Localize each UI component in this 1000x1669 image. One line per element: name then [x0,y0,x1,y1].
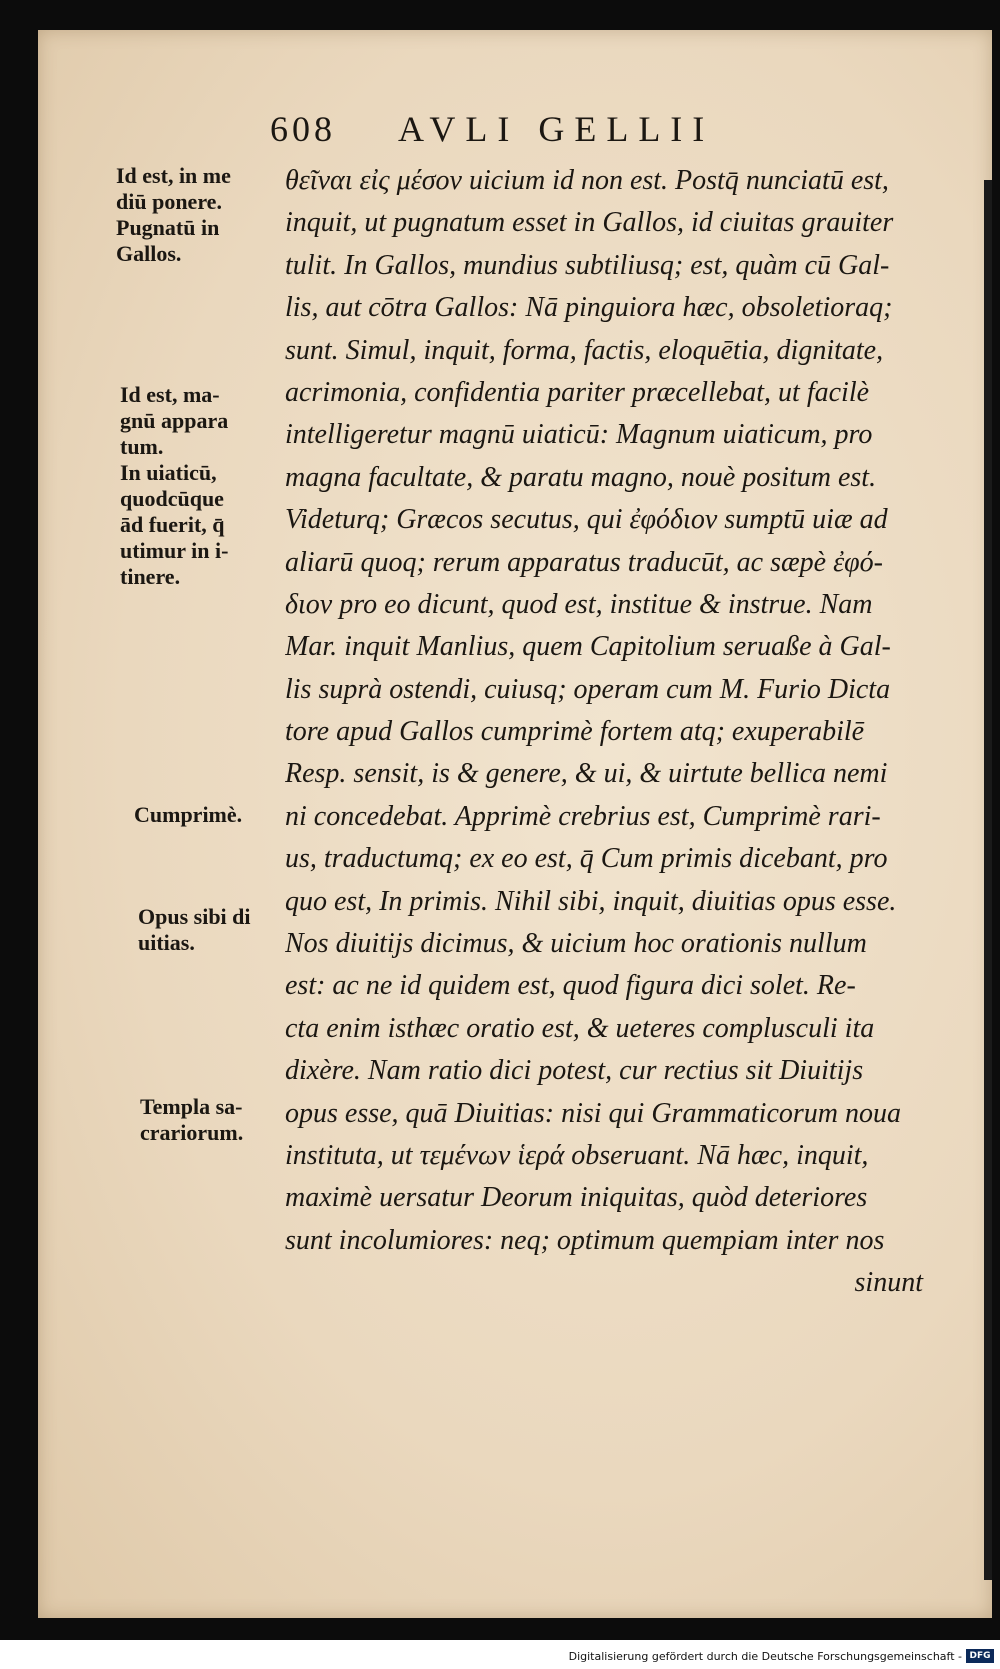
margin-note-line: tinere. [120,564,181,589]
text-line: instituta, ut τεμένων ἱερά obseruant. Nā hæc, inquit, [285,1139,869,1171]
text-line: Nos diuitijs dicimus, & uicium hoc orationis nullum [285,928,867,960]
margin-note-4 [138,904,251,956]
margin-note-line: utimur in i- [120,538,229,563]
text-line: us, traductumq; ex eo est, q̄ Cum primis dicebant, pro [285,843,888,875]
text-line: est: ac ne id quidem est, quod figura dici solet. Re- [285,970,856,1002]
text-line: cta enim isthæc oratio est, & ueteres complusculi ita [285,1012,875,1044]
text-line: maximè uersatur Deorum iniquitas, quòd deteriores [285,1182,868,1214]
text-line: lis, aut cōtra Gallos: Nā pinguiora hæc, obsoletioraq; [285,292,893,324]
footer-bar [0,1640,1000,1669]
catchword: sinunt [854,1267,923,1299]
running-title: AVLI GELLII [398,109,715,149]
margin-note-1 [116,163,231,267]
text-line: sunt incolumiores: neq; optimum quempiam inter nos [285,1224,885,1256]
margin-note-line: crariorum. [140,1120,244,1145]
text-line: Mar. inquit Manlius, quem Capitolium seruaße à Gal- [285,631,891,663]
text-line: aliarū quoq; rerum apparatus traducūt, ac sæpè ἐφό- [285,546,883,578]
text-line: sunt. Simul, inquit, forma, factis, eloquētia, dignitate, [285,334,884,366]
text-line: θεῖναι εἰς μέσον uicium id non est. Postq̄ nunciatū est, [285,165,889,196]
margin-note-line: diū ponere. [116,189,222,214]
margin-note-line: uitias. [138,930,195,955]
margin-note-5 [140,1094,243,1146]
margin-note-line: quodcūque [120,486,224,511]
margin-note-3 [134,802,242,828]
text-line: magna facultate, & paratu magno, nouè positum est. [285,461,877,493]
margin-note-line: ād fuerit, q̄ [120,512,225,537]
margin-note-line: Cumprimè. [134,802,243,827]
margin-note-line: tum. [120,434,164,459]
text-line: tore apud Gallos cumprimè fortem atq; exuperabilē [285,716,865,748]
text-line: Resp. sensit, is & genere, & ui, & uirtute bellica nemi [285,758,888,790]
dfg-logo: DFG [966,1649,994,1663]
text-line: opus esse, quā Diuitias: nisi qui Grammaticorum noua [285,1097,901,1129]
margin-note-line: Id est, ma- [120,382,220,407]
text-line: tulit. In Gallos, mundius subtiliusq; est, quàm cū Gal- [285,249,890,281]
margin-note-line: Gallos. [116,241,182,266]
margin-note-2 [120,382,228,590]
margin-note-line: Id est, in me [116,163,231,188]
margin-note-line: Templa sa- [140,1094,243,1119]
margin-note-line: In uiaticū, [120,460,217,485]
text-line: Videturq; Græcos secutus, qui ἐφόδιον sumptū uiæ ad [285,504,888,536]
text-line: inquit, ut pugnatum esset in Gallos, id ciuitas grauiter [285,207,894,239]
text-line: ni concedebat. Apprimè crebrius est, Cumprimè rari- [285,800,881,832]
page-edge-shadow [984,180,992,1580]
main-text [285,160,935,1305]
text-line: dixère. Nam ratio dici potest, cur rectius sit Diuitijs [285,1055,864,1087]
text-line: quo est, In primis. Nihil sibi, inquit, diuitias opus esse. [285,885,897,917]
text-line: διον pro eo dicunt, quod est, institue & instrue. Nam [285,588,873,620]
text-line: intelligeretur magnū uiaticū: Magnum uiaticum, pro [285,419,873,451]
page-number: 608 [270,109,336,149]
funding-credit: Digitalisierung gefördert durch die Deutsche Forschungsgemeinschaft - [568,1650,962,1663]
text-line: lis suprà ostendi, cuiusq; operam cum M. Furio Dicta [285,673,891,705]
text-line: acrimonia, confidentia pariter præcellebat, ut facilè [285,376,870,408]
margin-note-line: Pugnatū in [116,215,220,240]
margin-note-line: gnū appara [120,408,229,433]
margin-note-line: Opus sibi di [138,904,251,929]
running-head [270,108,790,152]
